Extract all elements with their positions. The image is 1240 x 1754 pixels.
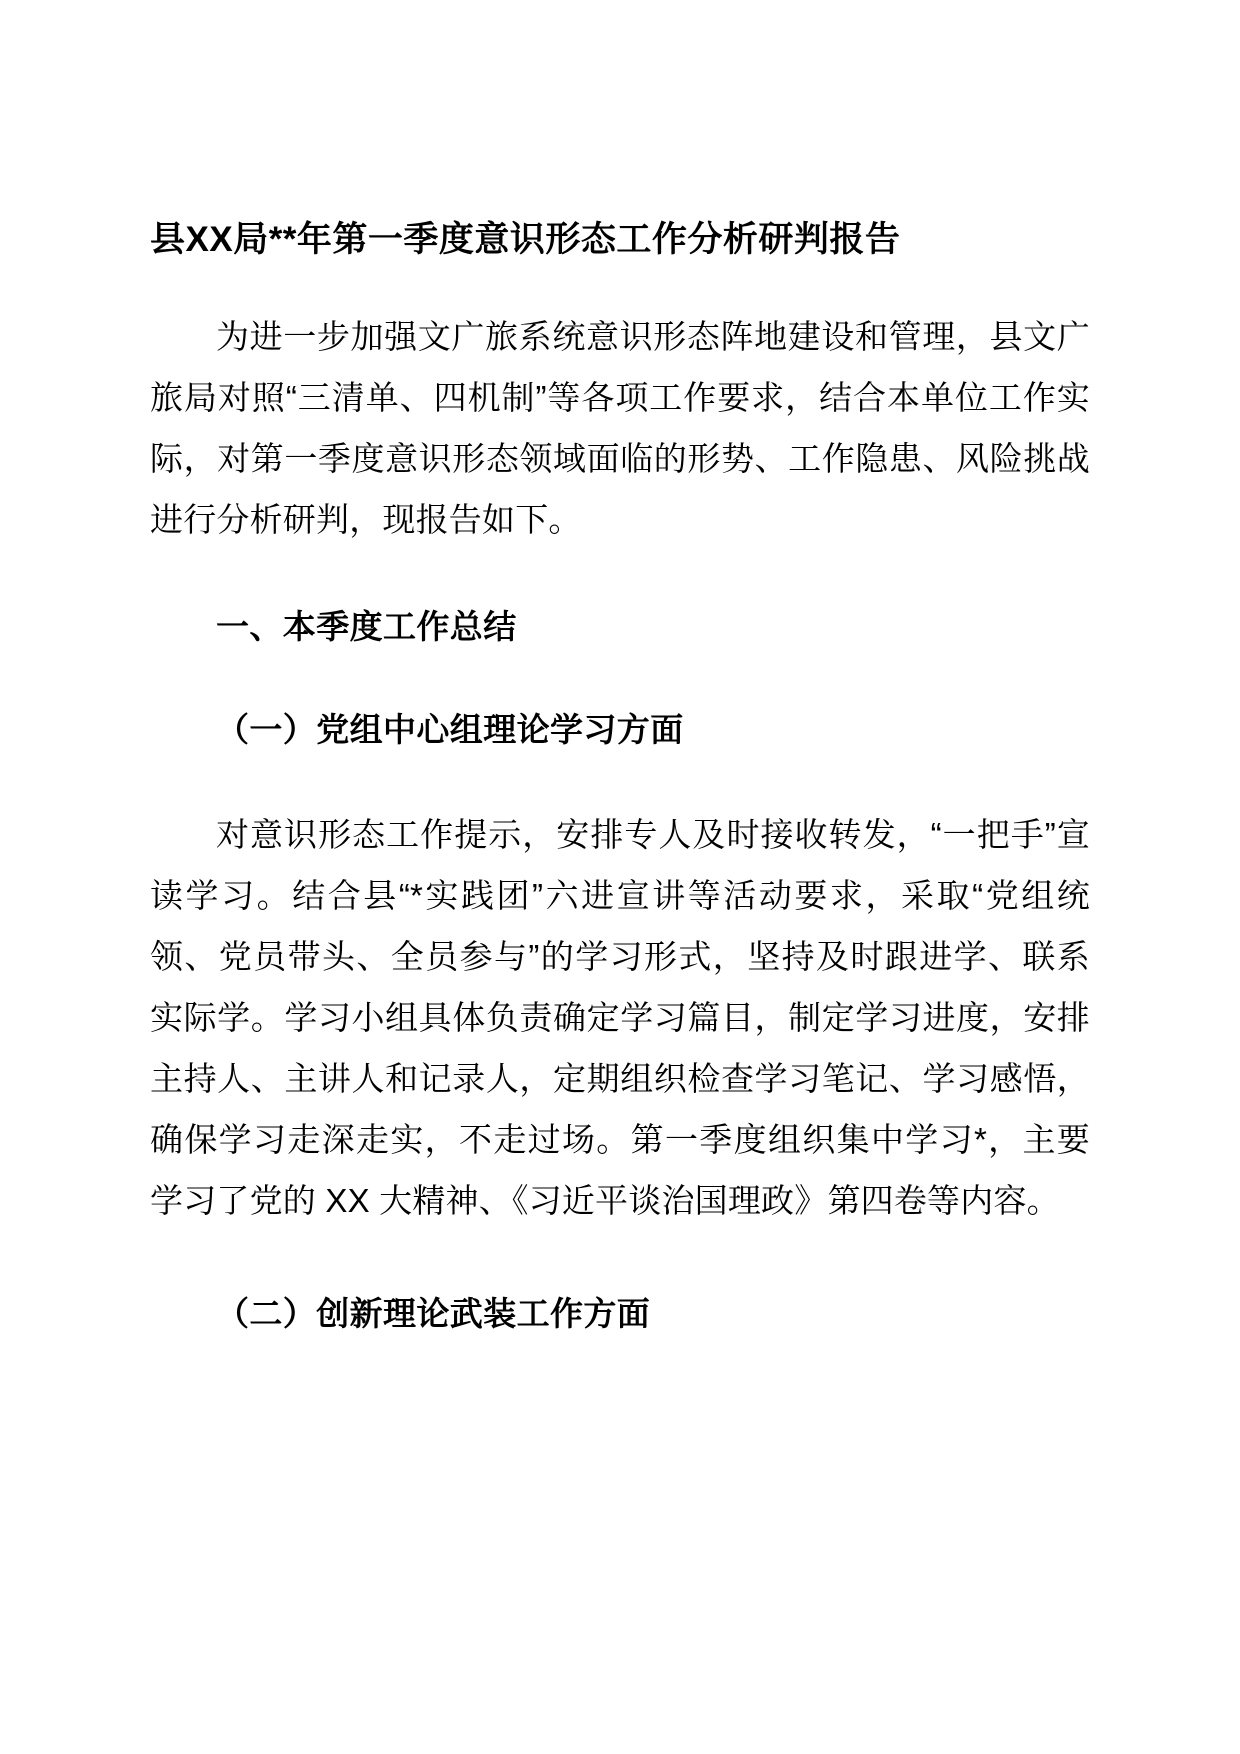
intro-paragraph: 为进一步加强文广旅系统意识形态阵地建设和管理，县文广旅局对照“三清单、四机制”等各项工作要求，结合本单位工作实际，对第一季度意识形态领域面临的形势、工作隐患、风险挑战进行分析研判，现报告如下。 — [150, 317, 1090, 538]
subsection-heading-2: （二）创新理论武装工作方面 — [216, 1294, 651, 1332]
subsection-1-paragraph: 对意识形态工作提示，安排专人及时接收转发，“一把手”宣读学习。结合县“*实践团”六进宣讲等活动要求，采取“党组统领、党员带头、全员参与”的学习形式，坚持及时跟进学、联系实际学。学习小组具体负责确定学习篇目，制定学习进度，安排主持人、主讲人和记录人，定期组织检查学习笔记、学习感悟，确保学习走深走实，不走过场。第一季度组织集中学习*，主要学习了党的 XX 大精神、《习近平谈治国理政》第四卷等内容。 — [150, 815, 1090, 1219]
section-heading-1: 一、本季度工作总结 — [216, 607, 517, 645]
page-title: 县XX局**年第一季度意识形态工作分析研判报告 — [150, 220, 901, 259]
subsection-heading-1: （一）党组中心组理论学习方面 — [216, 710, 684, 748]
